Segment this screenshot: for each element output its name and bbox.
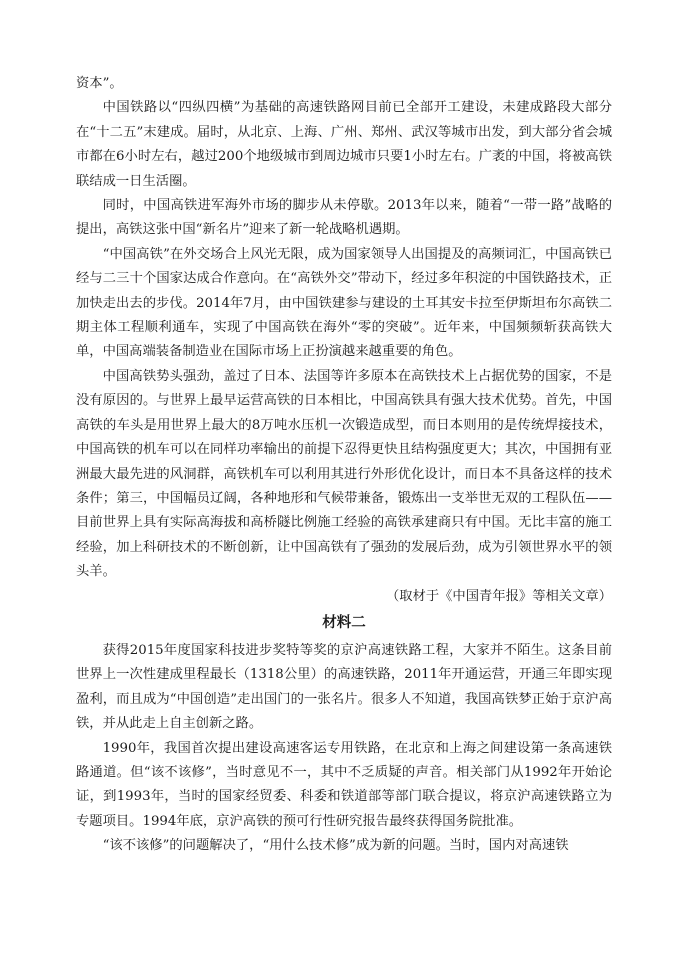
document-page [76,72,612,859]
paragraph: 中国高铁势头强劲，盖过了日本、法国等许多原本在高铁技术上占据优势的国家，不是没有原因的。与世界上最早运营高铁的日本相比，中国高铁具有强大技术优势。首先，中国高铁的车头是用世界上最大的8万吨水压机一次锻造成型，而日本则用的是传统焊接技术，中国高铁的机车可以在同样功率输出的前提下忍得更快且结构强度更大；其次，中国拥有亚洲最大最先进的风洞群，高铁机车可以利用其进行外形优化设计，而日本不具备这样的技术条件；第三，中国幅员辽阔，各种地形和气候带兼备，锻炼出一支举世无双的工程队伍——目前世界上具有实际高海拔和高桥隧比例施工经验的高铁承建商只有中国。无比丰富的施工经验，加上科研技术的不断创新，让中国高铁有了强劲的发展后劲，成为引领世界水平的领头羊。 [76,368,612,580]
paragraph: 获得2015年度国家科技进步奖特等奖的京沪高速铁路工程，大家并不陌生。这条目前世界上一次性建成里程最长（1318公里）的高速铁路，2011年开通运营，开通三年即实现盈利，而且成为“中国创造”走出国门的一张名片。很多人不知道，我国高铁梦正始于京沪高铁，并从此走上自主创新之路。 [76,642,612,732]
section-heading: 材料二 [322,614,366,631]
source-citation: （取材于《中国青年报》等相关文章） [385,588,612,604]
paragraph: 中国铁路以“四纵四横”为基础的高速铁路网目前已全部开工建设，未建成路段大部分在“十二五”末建成。届时，从北京、上海、广州、郑州、武汉等城市出发，到大部分省会城市都在6小时左右，越过200个地级城市到周边城市只要1小时左右。广袤的中国，将被高铁联结成一日生活圈。 [76,100,612,189]
paragraph: 同时，中国高铁进军海外市场的脚步从未停歇。2013年以来，随着“一带一路”战略的提出，高铁这张中国“新名片”迎来了新一轮战略机遇期。 [76,198,612,238]
paragraph: “中国高铁”在外交场合上风光无限，成为国家领导人出国提及的高频词汇，中国高铁已经与二三十个国家达成合作意向。在“高铁外交”带动下，经过多年积淀的中国铁路技术，正加快走出去的步伐。2014年7月，由中国铁建参与建设的土耳其安卡拉至伊斯坦布尔高铁二期主体工程顺利通车，实现了中国高铁在海外“零的突破”。近年来，中国频频斩获高铁大单，中国高端装备制造业在国际市场上正扮演越来越重要的角色。 [76,246,612,360]
paragraph: “该不该修”的问题解决了，“用什么技术修”成为新的问题。当时，国内对高速铁 [102,838,569,854]
paragraph: 资本”。 [76,76,123,91]
paragraph: 1990年，我国首次提出建设高速客运专用铁路，在北京和上海之间建设第一条高速铁路通道。但“该不该修”，当时意见不一，其中不乏质疑的声音。相关部门从1992年开始论证，到1993年，当时的国家经贸委、科委和铁道部等部门联合提议，将京沪高速铁路立为专题项目。1994年底，京沪高铁的预可行性研究报告最终获得国务院批准。 [76,740,612,829]
